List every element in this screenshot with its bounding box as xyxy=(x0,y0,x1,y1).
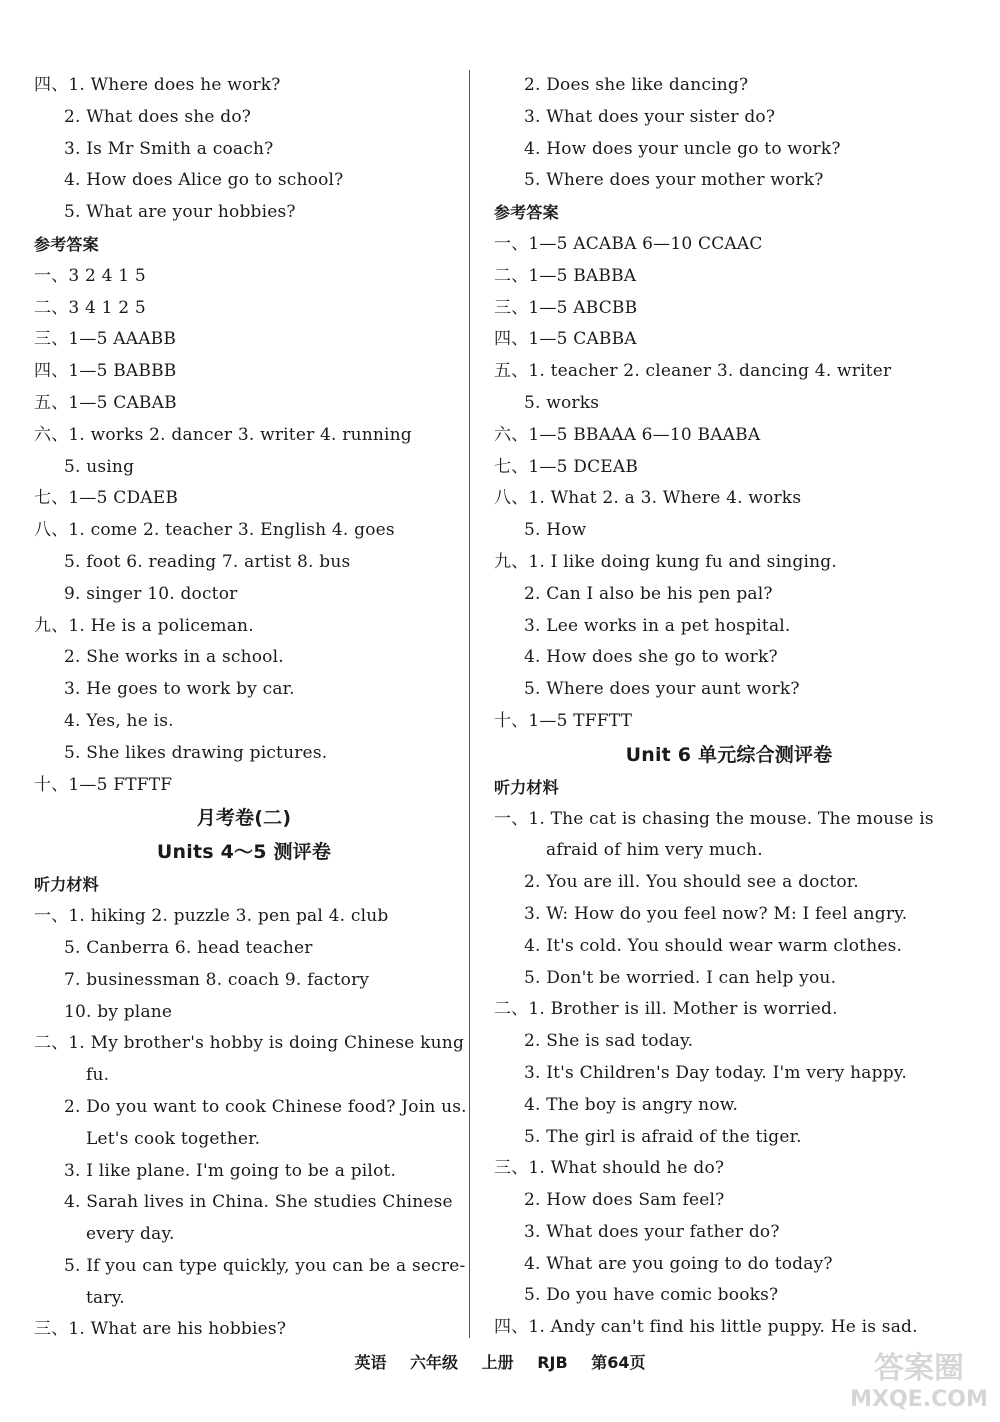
left-line: 9. singer 10. doctor xyxy=(64,583,238,604)
right-line: 2. Can I also be his pen pal? xyxy=(524,583,773,604)
footer-grade: 六年级 xyxy=(410,1353,459,1372)
left-line: 5. If you can type quickly, you can be a secre- xyxy=(64,1255,466,1276)
right-line: 2. Does she like dancing? xyxy=(524,75,749,95)
right-line: 三、1. What should he do? xyxy=(494,1158,725,1179)
right-line: 十、1—5 TFFTT xyxy=(494,710,633,731)
watermark-bottom-text: MXQE.COM xyxy=(850,1387,988,1412)
left-line: 3. Is Mr Smith a coach? xyxy=(64,138,274,159)
left-line: 7. businessman 8. coach 9. factory xyxy=(64,969,370,990)
left-line: 2. Do you want to cook Chinese food? Join us. xyxy=(64,1096,467,1117)
right-line: 七、1—5 DCEAB xyxy=(494,456,639,477)
left-line: 二、3 4 1 2 5 xyxy=(34,297,146,318)
right-line: 4. The boy is angry now. xyxy=(524,1094,739,1115)
right-test-title: Unit 6 单元综合测评卷 xyxy=(625,743,833,766)
left-line: 四、1—5 BABBB xyxy=(34,361,177,382)
left-line: 3. He goes to work by car. xyxy=(64,679,295,700)
right-line: 3. W: How do you feel now? M: I feel angry. xyxy=(524,903,908,924)
right-line: 四、1. Andy can't find his little puppy. He is sad. xyxy=(494,1317,918,1338)
right-line: 4. How does she go to work? xyxy=(524,647,778,668)
left-column xyxy=(34,70,467,1346)
right-line: 六、1—5 BBAAA 6—10 BAABA xyxy=(494,424,761,445)
left-line: 一、3 2 4 1 5 xyxy=(34,265,146,286)
left-line: 五、1—5 CABAB xyxy=(34,392,177,413)
right-line: 3. What does your father do? xyxy=(524,1221,780,1242)
left-test-title: 月考卷(二) xyxy=(196,807,292,830)
left-line: 一、1. hiking 2. puzzle 3. pen pal 4. club xyxy=(34,906,389,927)
right-line: 5. Don't be worried. I can help you. xyxy=(524,967,837,988)
left-test-title: Units 4～5 测评卷 xyxy=(156,841,332,864)
left-line: 4. How does Alice go to school? xyxy=(64,170,344,191)
right-line: 二、1. Brother is ill. Mother is worried. xyxy=(494,999,838,1020)
footer-page-number: 第64页 xyxy=(591,1353,646,1372)
left-line: 2. She works in a school. xyxy=(64,647,284,668)
left-line: Let's cook together. xyxy=(86,1128,261,1149)
left-line: 3. I like plane. I'm going to be a pilot. xyxy=(64,1160,397,1181)
footer-edition: RJB xyxy=(537,1353,568,1372)
left-line: 2. What does she do? xyxy=(64,106,252,127)
right-line: 2. How does Sam feel? xyxy=(524,1190,725,1211)
left-section-heading: 听力材料 xyxy=(34,875,99,895)
right-section-heading: 听力材料 xyxy=(494,777,559,797)
right-line: 4. What are you going to do today? xyxy=(524,1253,833,1274)
column-divider xyxy=(469,70,470,1338)
footer-volume: 上册 xyxy=(481,1353,514,1372)
left-line: 4. Sarah lives in China. She studies Chinese xyxy=(64,1192,453,1213)
right-line: 5. Do you have comic books? xyxy=(524,1285,779,1306)
left-line: fu. xyxy=(86,1065,110,1086)
right-line: 五、1. teacher 2. cleaner 3. dancing 4. writer xyxy=(494,361,892,382)
left-line: 四、1. Where does he work? xyxy=(34,75,281,95)
left-line: 三、1. What are his hobbies? xyxy=(34,1319,287,1340)
left-line: 10. by plane xyxy=(64,1001,173,1022)
left-line: 三、1—5 AAABB xyxy=(34,329,177,350)
left-line: 5. She likes drawing pictures. xyxy=(64,742,328,763)
right-line: 三、1—5 ABCBB xyxy=(494,297,638,318)
right-line: 5. works xyxy=(524,392,600,413)
right-line: 5. How xyxy=(524,520,587,541)
right-line: 一、1—5 ACABA 6—10 CCAAC xyxy=(494,233,763,254)
right-line: 2. You are ill. You should see a doctor. xyxy=(524,872,859,893)
right-line: 3. Lee works in a pet hospital. xyxy=(524,615,791,636)
left-line: 二、1. My brother's hobby is doing Chinese kung xyxy=(34,1033,465,1054)
right-line: 九、1. I like doing kung fu and singing. xyxy=(494,551,837,572)
watermark-top-text: 答案圈 xyxy=(874,1351,964,1386)
left-line: every day. xyxy=(86,1224,175,1245)
left-line: 5. Canberra 6. head teacher xyxy=(64,937,313,958)
footer-subject: 英语 xyxy=(354,1353,387,1372)
right-line: 二、1—5 BABBA xyxy=(494,265,637,286)
right-line: 4. It's cold. You should wear warm clothes. xyxy=(524,935,903,956)
left-line: 六、1. works 2. dancer 3. writer 4. running xyxy=(34,424,412,445)
left-line: 十、1—5 FTFTF xyxy=(34,774,173,795)
left-line: 5. What are your hobbies? xyxy=(64,202,296,223)
right-line: 5. Where does your mother work? xyxy=(524,170,824,191)
left-section-heading: 参考答案 xyxy=(34,234,99,254)
right-line: 5. The girl is afraid of the tiger. xyxy=(524,1126,802,1147)
left-line: 九、1. He is a policeman. xyxy=(34,615,254,636)
right-line: 2. She is sad today. xyxy=(524,1031,694,1052)
left-line: 5. foot 6. reading 7. artist 8. bus xyxy=(64,551,351,572)
right-line: afraid of him very much. xyxy=(546,840,763,861)
right-line: 3. It's Children's Day today. I'm very happy. xyxy=(524,1062,907,1083)
left-line: tary. xyxy=(86,1287,125,1308)
right-line: 八、1. What 2. a 3. Where 4. works xyxy=(494,488,802,509)
right-section-heading: 参考答案 xyxy=(494,203,559,223)
left-line: 4. Yes, he is. xyxy=(64,710,174,731)
watermark-logo xyxy=(844,1344,994,1414)
left-line: 八、1. come 2. teacher 3. English 4. goes xyxy=(34,520,395,541)
left-line: 七、1—5 CDAEB xyxy=(34,488,179,509)
right-column xyxy=(494,70,964,1344)
right-line: 5. Where does your aunt work? xyxy=(524,679,800,700)
right-line: 四、1—5 CABBA xyxy=(494,329,637,350)
right-line: 一、1. The cat is chasing the mouse. The mouse is xyxy=(494,808,934,829)
right-line: 3. What does your sister do? xyxy=(524,106,776,127)
right-line: 4. How does your uncle go to work? xyxy=(524,138,841,159)
left-line: 5. using xyxy=(64,456,135,477)
